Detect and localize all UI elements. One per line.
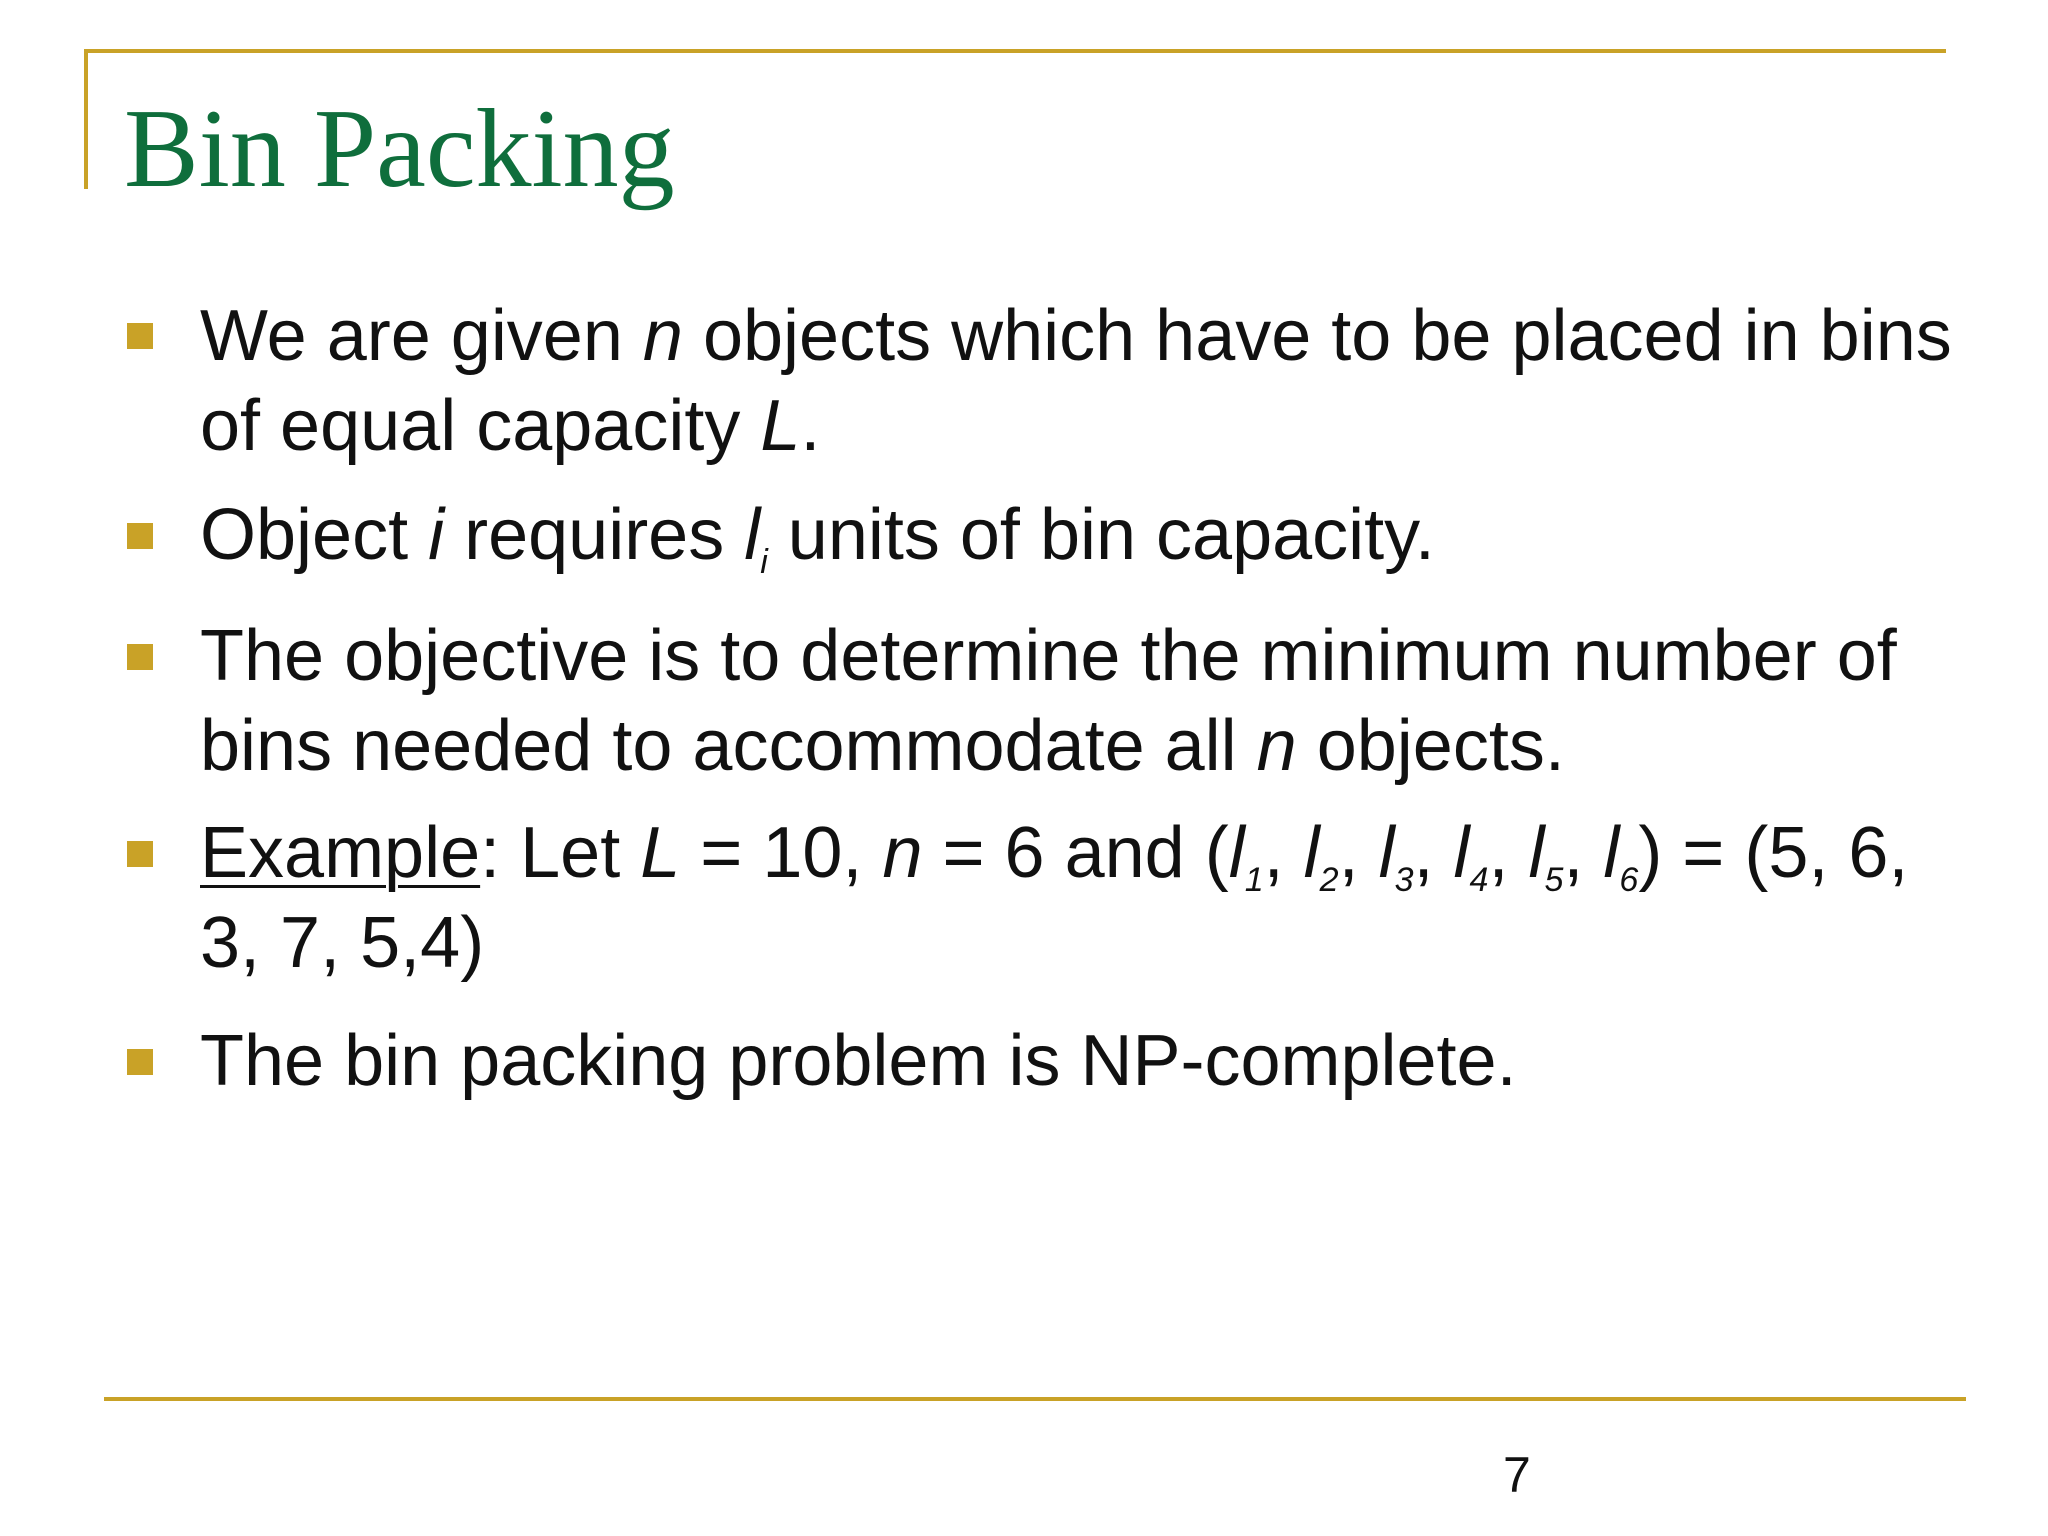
- bullet-4-sep: ,: [1338, 813, 1379, 893]
- square-bullet-icon: [127, 644, 153, 670]
- bullet-4-text-d: ) = (5, 6, 3, 7, 5,4): [200, 813, 1909, 983]
- bullet-4-l4: l: [1453, 813, 1470, 893]
- bullet-4-text-c: = 6 and (: [922, 813, 1229, 893]
- square-bullet-icon: [127, 323, 153, 349]
- bullet-2-l: l: [744, 495, 761, 575]
- page-number: 7: [1503, 1447, 1531, 1503]
- bullet-2-text-a: Object: [200, 495, 429, 575]
- bullet-2-i: i: [428, 495, 445, 575]
- bullet-4-l1: l: [1228, 813, 1245, 893]
- bullet-3-text-b: objects.: [1296, 706, 1565, 786]
- bullet-4-l2: l: [1303, 813, 1320, 893]
- example-label: Example: [200, 813, 481, 893]
- bullet-4-L: L: [640, 813, 681, 893]
- bullet-4-sep: ,: [1413, 813, 1454, 893]
- bullet-2-text-b: requires: [444, 495, 745, 575]
- bullet-2-subscript: i: [760, 543, 768, 581]
- bullet-1-n: n: [642, 296, 683, 376]
- square-bullet-icon: [127, 1049, 153, 1075]
- bullet-3-text-a: The objective is to determine the minimum number of bins needed to accommodate all: [200, 616, 1897, 786]
- bullet-4-sub-2: 2: [1319, 861, 1339, 899]
- slide-title: Bin Packing: [124, 87, 675, 211]
- square-bullet-icon: [127, 841, 153, 867]
- bullet-4-l5: l: [1528, 813, 1545, 893]
- bullet-2: [200, 490, 1960, 580]
- bullet-4-l6: l: [1603, 813, 1620, 893]
- bullet-5-text: The bin packing problem is NP-complete.: [200, 1021, 1517, 1101]
- bottom-rule: [104, 1397, 1966, 1401]
- bullet-4-text-b: = 10,: [680, 813, 883, 893]
- bullet-4-sub-4: 4: [1469, 861, 1489, 899]
- bullet-4-sub-5: 5: [1544, 861, 1564, 899]
- bullet-4-text-a: : Let: [480, 813, 641, 893]
- bullet-4-sep: ,: [1563, 813, 1604, 893]
- bullet-3-n: n: [1256, 706, 1297, 786]
- bullet-5: [200, 1016, 1960, 1106]
- bullet-4-sep: ,: [1488, 813, 1529, 893]
- top-rule: [84, 49, 1946, 53]
- bullet-1: [200, 291, 1960, 471]
- bullet-4-sub-6: 6: [1619, 861, 1639, 899]
- bullet-4-sub-1: 1: [1244, 861, 1264, 899]
- left-rule: [84, 49, 88, 189]
- bullet-1-text-c: .: [800, 386, 821, 466]
- bullet-4-n: n: [882, 813, 923, 893]
- bullet-4: [200, 808, 1960, 988]
- bullet-4-sub-3: 3: [1394, 861, 1414, 899]
- bullet-4-l3: l: [1378, 813, 1395, 893]
- bullet-2-text-c: units of bin capacity.: [767, 495, 1435, 575]
- bullet-4-sep: ,: [1263, 813, 1304, 893]
- bullet-1-text-b: objects which have to be placed in bins of equal capacity: [200, 296, 1952, 466]
- bullet-1-text-a: We are given: [200, 296, 643, 376]
- bullet-3: [200, 611, 1960, 791]
- bullet-1-L: L: [760, 386, 801, 466]
- square-bullet-icon: [127, 523, 153, 549]
